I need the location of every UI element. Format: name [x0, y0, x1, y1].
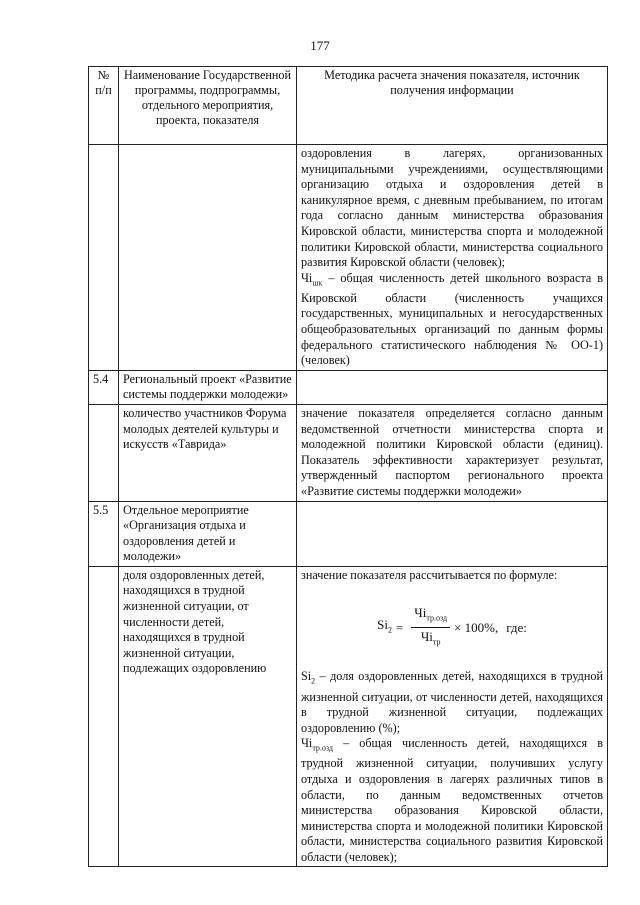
page-number: 177: [310, 38, 330, 53]
cell-empty: [297, 501, 608, 566]
indicator-name: доля оздоровленных детей, находящихся в трудной жизненной ситуации, от численности детей, находящихся в трудной жизненной ситуации, подлежащих оздоровлению: [119, 566, 297, 867]
formula-numerator: [411, 605, 450, 628]
indicator-table: [88, 66, 608, 867]
row-number: 5.5: [89, 501, 119, 566]
symbol-subscript: 2: [311, 676, 316, 686]
header-method: Методика расчета значения показателя, источник получения информации: [297, 67, 608, 145]
header-number: № п/п: [89, 67, 119, 145]
cell-empty: [89, 566, 119, 867]
method-definition: [301, 271, 603, 369]
formula: [301, 591, 603, 663]
symbol-subscript: тр.озд: [312, 743, 333, 753]
symbol: Si: [301, 669, 312, 684]
method-intro: значение показателя рассчитывается по формуле:: [301, 567, 558, 582]
table-row-5-4-indicator: [89, 404, 608, 501]
cell-empty: [89, 404, 119, 501]
table-row-continuation: [89, 145, 608, 371]
method-definition: [301, 669, 603, 736]
definition-text: – общая численность детей, находящихся в трудной жизненной ситуации, получивших услугу отдыха и оздоровления в лагерях различных типов в области, по данным ведомственных отчетов министерства образования Кировской области, министерства спорта и молодежной политики Кировской области, министерства социального развития Кировской области (человек);: [301, 736, 603, 864]
table-header-row: [89, 67, 608, 145]
row-number: 5.4: [89, 370, 119, 404]
method-definition: [301, 736, 603, 865]
symbol-subscript: шк: [312, 278, 323, 288]
formula-lhs-subscript: 2: [387, 625, 392, 635]
header-name: Наименование Государственной программы, подпрограммы, отдельного мероприятия, проекта, показателя: [119, 67, 297, 145]
formula-fraction: [411, 605, 450, 650]
cell-empty: [119, 145, 297, 371]
formula-where: где:: [506, 619, 527, 635]
symbol: Чi: [301, 270, 313, 285]
cell-empty: [297, 370, 608, 404]
method-text: значение показателя определяется согласно данным ведомственной отчетности министерства спорта и молодежной политики Кировской области (единиц). Показатель эффективности характеризует результат, утвержденный паспортом регионального проекта «Развитие системы поддержки молодежи»: [301, 405, 603, 498]
activity-name: Отдельное мероприятие «Организация отдыха и оздоровления детей и молодежи»: [119, 501, 297, 566]
cell-method: [297, 404, 608, 501]
formula-lhs: [377, 617, 392, 638]
numerator-subscript: тр.озд: [426, 613, 448, 623]
formula-times: × 100%,: [454, 619, 499, 635]
indicator-name: количество участников Форума молодых деятелей культуры и искусств «Таврида»: [119, 404, 297, 501]
denominator-subscript: тр: [432, 637, 441, 647]
cell-method: [297, 566, 608, 867]
method-text: оздоровления в лагерях, организованных муниципальными учреждениями, осуществляющими организацию отдыха и оздоровления детей в каникулярное время, с дневным пребыванием, по итогам года согласно данным министерства образования Кировской области, министерства спорта и молодежной политики Кировской области, министерства социального развития Кировской области (человек);: [301, 146, 603, 270]
definition-text: – доля оздоровленных детей, находящихся в трудной жизненной ситуации, от численности детей, находящихся в трудной жизненной ситуации, подлежащих оздоровлению (%);: [301, 669, 603, 735]
table-row-5-4-header: [89, 370, 608, 404]
table-row-5-5-header: [89, 501, 608, 566]
numerator-symbol: Чi: [414, 604, 427, 620]
table-row-5-5-indicator: [89, 566, 608, 867]
symbol: Чi: [301, 736, 313, 751]
project-name: Региональный проект «Развитие системы поддержки молодежи»: [119, 370, 297, 404]
formula-equals: =: [395, 619, 404, 635]
cell-method: [297, 145, 608, 371]
definition-text: – общая численность детей школьного возраста в Кировской области (численность учащихся государственных, муниципальных и негосударственных общеобразовательных организаций по данным формы федерального статистического наблюдения № ОО-1) (человек): [301, 270, 603, 368]
formula-lhs-symbol: Si: [377, 616, 388, 632]
denominator-symbol: Чi: [420, 628, 433, 644]
formula-denominator: [418, 628, 444, 650]
cell-empty: [89, 145, 119, 371]
